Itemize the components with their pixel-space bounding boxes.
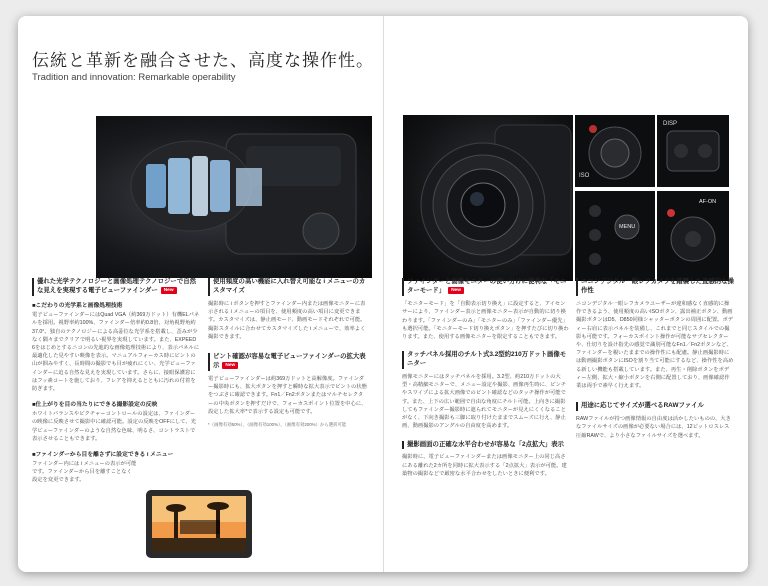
camera-lens-icon <box>403 115 573 281</box>
section-raw-size-title: 用途に応じてサイズが選べるRAWファイル <box>576 402 734 411</box>
section-evf-title-text: 優れた光学テクノロジーと画像処理テクノロジーで自然な見えを実現する電子ビューファインダー <box>37 278 196 295</box>
section-tilt-monitor-title: タッチパネル採用のチルト式3.2型約210万ドット画像モニター <box>402 351 570 369</box>
menu-buttons-icon <box>575 191 655 281</box>
af-on-icon <box>657 191 729 281</box>
disp-detail-photo <box>657 115 729 187</box>
section-two-point-zoom-text: 撮影時に、電子ビューファインダーまたは画像モニター上の同じ高さにある離れた2カ所を同時に拡大表示する「2点拡大」表示が可能。建築物の撮影などで厳密な水平合わせをしたいときに便利です。 <box>402 454 567 477</box>
optics-heading: ■こだわりの光学系と画像処理技術 <box>32 303 123 310</box>
page-gutter <box>383 16 384 572</box>
menu-detail-photo <box>575 191 655 281</box>
page-subtitle: Tradition and innovation: Remarkable operability <box>32 72 236 83</box>
imenu-heading: ■ファインダーから目を離さずに設定できる i メニュー <box>32 451 174 458</box>
section-monitor-mode-text: 「モニターモード」を「自動表示切り換え」に設定すると、アイセンサーにより、ファインダー表示と画像モニター表示が自動的に切り換わります。「ファインダーのみ」「モニターのみ」「ファインダー優先」も選択可能。「モニターモード切り換えボタン」を押すたびに切り換わります。また、使用する画像モニターを限定することもできます。 <box>402 301 569 340</box>
optics-text: 電子ビューファインダーにはQuad VGA（約369万ドット）有機ELパネルを採用。視野率約100%、ファインダー倍率約0.8倍、対角視野角約37.0°。独自のテクノロジーによる高품位な光学系を搭載し、歪みが少なく隅々までクリアで明るい視界を実現しています。また、EXPEED 6をはじめとするニコンの先進的な画像処理技術により、表示パネルに最適化した見やすい映像を表示。マニュアルフォーカス時にピントの山が掴みやすく、長時間の撮影でも目が疲れにくい、光学ビューファインダーに迫る自然な見えを実現しています。さらに、接眼保護窓にはフッ素コートを施しており、フレアを抑えるとともに汚れの付着を防ぎます。 <box>32 312 200 392</box>
new-badge: New <box>161 287 177 294</box>
settings-text: ホワイトバランスやピクチャーコントロールの設定は、ファインダーの映像に反映させて撮影中に確認可能。設定の反映をOFFにして、光学ビューファインダーのような自然な色味、明るさ、コントラストで表示させることもできます。 <box>32 411 197 442</box>
section-two-point-zoom-title: 撮影画面の正確な水平合わせが容易な「2点拡大」表示 <box>402 441 570 450</box>
section-dslr-operability-title: ニコンデジタル一眼レフカメラを踏襲した直感的な操作性 <box>576 278 734 296</box>
settings-heading: ■仕上がりを目の当たりにできる撮影設定の反映 <box>32 402 158 409</box>
camera-eyepiece-icon <box>96 116 372 278</box>
section-dslr-operability-text: ニコンデジタル一眼レフカメラユーザーが違和感なく直感的に操作できるよう、使用頻度の高いISOボタン、露出補正ボタン、動画撮影ボタンはD5、D850同様シャッターボタンの周囲に配置。ボディー右肩に表示パネルを装備し、これまでと同じスタイルでの撮影も可能です。フォーカスポイント操作が可能なサブセレクターや、仕切りを設け指先の感覚で識別可能なFn1／Fn2ボタンなど、ファインダーを覗いたままでの操作性にも配慮。静止画撮影時には動画撮影ボタンにISOを割り当て可能にするなど、操作性を高める新しい機能も搭載しています。また、再生・削除ボタンをボディー左側、拡大・縮小ボタンを右側に配置しており、画像確認作業は両手で素早く行えます。 <box>576 300 734 389</box>
section-evf-title <box>32 278 200 296</box>
section-monitor-mode <box>402 278 570 484</box>
section-raw-size-text: RAWファイルが持つ画像情報の自由度は活かしたいものの、大きなファイルサイズの画像が必要ない場合には、12ビットロスレス圧縮RAWで、より小さなファイルサイズを選べます。 <box>576 416 731 439</box>
section-zoom-title <box>208 353 368 371</box>
section-monitor-mode-title-text: ファインダーと画像モニターの使い分けに便利な「モニターモード」 <box>407 278 567 295</box>
viewfinder-icon <box>146 490 252 558</box>
evf-camera-photo <box>96 116 372 278</box>
section-imenu-custom-text: 撮影時に i ボタンを押すとファインダー内または画像モニターに表示される i メニューの項目を、使用頻度の高い項目に変更できます。カスタマイズは、静止画モード、動画モードそれぞれで可能。撮影スタイルに合わせてカスタマイズした i メニューで、効率よく撮影できます。 <box>208 300 366 340</box>
section-zoom-note: *（画像有効50%）、（画像有効100%）、（画像有効200%）から選択可能 <box>208 422 347 428</box>
disp-label: DISP <box>663 121 678 127</box>
section-tilt-monitor-text: 画像モニターにはタッチパネルを採用。3.2型、約210万ドットの大型・高精細モニターで、メニュー設定や撮影、画像再生時に、ピンチやスワイプによる拡大画像でのピント確認などのタッチ操作が可能です。また、上下の広い範囲で自由な角度にチルト可能。上向きに撮影してもファインダー撮影時に遮られてモニターが見えにくくなることがなく、下向き撮影も三脚に取り付けたままでスムーズに行え、静止画、動画撮影のアングルの自由度を高めます。 <box>402 374 567 430</box>
menu-label: MENU <box>619 224 636 230</box>
lens-camera-photo <box>403 115 573 281</box>
section-imenu-custom <box>208 278 368 428</box>
new-badge: New <box>222 362 238 369</box>
section-evf <box>32 278 200 491</box>
section-imenu-custom-title: 使用頻度の高い機能に入れ替え可能な i メニューのカスタマイズ <box>208 278 368 296</box>
new-badge: New <box>448 287 464 294</box>
afon-detail-photo <box>657 191 729 281</box>
section-zoom-text: 電子ビューファインダーは約369万ドットと高解像度。ファインダー撮影時にも、拡大ボタンを押すと瞬時な拡大表示でピントの状態をつぶさに確認できます。Fn1／Fn2ボタンまたはマルチセレクターの中央ボタンを押すだけで、フォーカスポイント位置を中心に、設定した拡大率*で表示する設定も可能です。 <box>208 376 367 415</box>
page-title: 伝統と革新を融合させた、高度な操作性。 <box>32 51 374 71</box>
afon-label: AF-ON <box>699 199 717 205</box>
viewfinder-image <box>146 490 252 558</box>
section-zoom-title-text: ピント確認が容易な電子ビューファインダーの拡大表示 <box>213 352 366 370</box>
section-dslr-operability <box>576 278 734 446</box>
iso-label: ISO <box>579 173 590 179</box>
brochure-spread <box>18 16 748 572</box>
section-monitor-mode-title <box>402 278 570 296</box>
imenu-text: ファインダー内には i メニューの表示が可能です。ファインダーから目を離すことなく設定を変更できます。 <box>32 460 137 484</box>
dial-detail-photo <box>575 115 655 187</box>
